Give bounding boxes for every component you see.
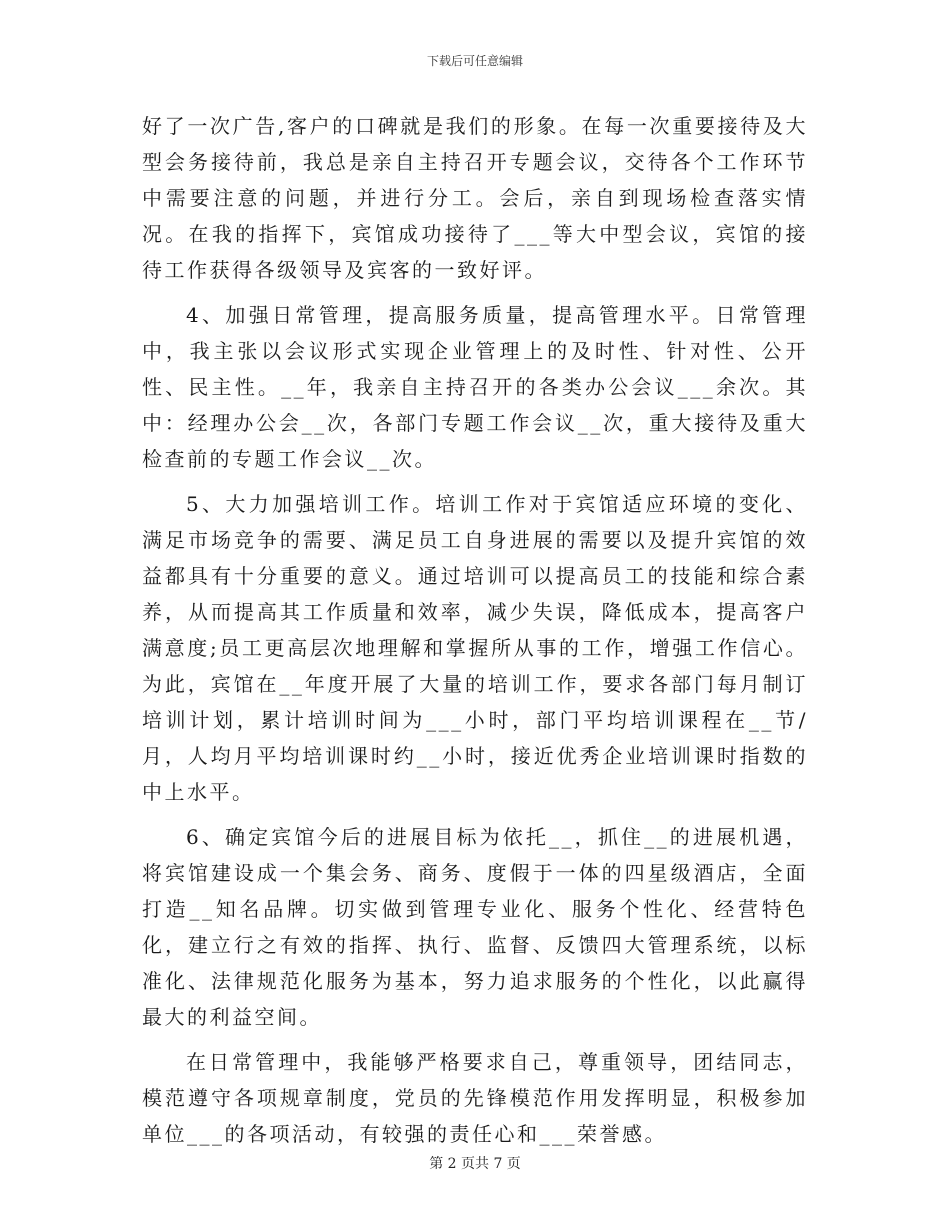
paragraph-item-6: 6、确定宾馆今后的进展目标为依托__，抓住__的进展机遇，将宾馆建设成一个集会务、商务、度假于一体的四星级酒店，全面打造__知名品牌。切实做到管理专业化、服务个性化、经营特色化，建立行之有效的指挥、执行、监督、反馈四大管理系统，以标准化、法律规范化服务为基本，努力追求服务的个性化，以此赢得最大的利益空间。 (142, 825, 808, 1029)
paragraph-item-5: 5、大力加强培训工作。培训工作对于宾馆适应环境的变化、满足市场竞争的需要、满足员工自身进展的需要以及提升宾馆的效益都具有十分重要的意义。通过培训可以提高员工的技能和综合素养，从而提高其工作质量和效率，减少失误，降低成本，提高客户满意度;员工更高层次地理解和掌握所从事的工作，增强工作信心。为此，宾馆在__年度开展了大量的培训工作，要求各部门每月制订培训计划，累计培训时间为___小时，部门平均培训课程在__节/月，人均月平均培训课时约__小时，接近优秀企业培训课时指数的中上水平。 (142, 492, 808, 804)
paragraph-continuation: 好了一次广告,客户的口碑就是我们的形象。在每一次重要接待及大型会务接待前，我总是亲自主持召开专题会议，交待各个工作环节中需要注意的问题，并进行分工。会后，亲自到现场检查落实情况。在我的指挥下，宾馆成功接待了___等大中型会议，宾馆的接待工作获得各级领导及宾客的一致好评。 (142, 114, 808, 282)
document-body (142, 108, 808, 1161)
page-number-footer: 第 2 页共 7 页 (429, 1156, 521, 1172)
page-header: 下载后可任意编辑 (426, 54, 523, 68)
paragraph-summary: 在日常管理中，我能够严格要求自己，尊重领导，团结同志，模范遵守各项规章制度，党员的先锋模范作用发挥明显，积极参加单位___的各项活动，有较强的责任心和___荣誉感。 (142, 1050, 808, 1146)
paragraph-item-4: 4、加强日常管理，提高服务质量，提高管理水平。日常管理中，我主张以会议形式实现企业管理上的及时性、针对性、公开性、民主性。__年，我亲自主持召开的各类办公会议___余次。其中：经理办公会__次，各部门专题工作会议__次，重大接待及重大检查前的专题工作会议__次。 (142, 303, 808, 471)
